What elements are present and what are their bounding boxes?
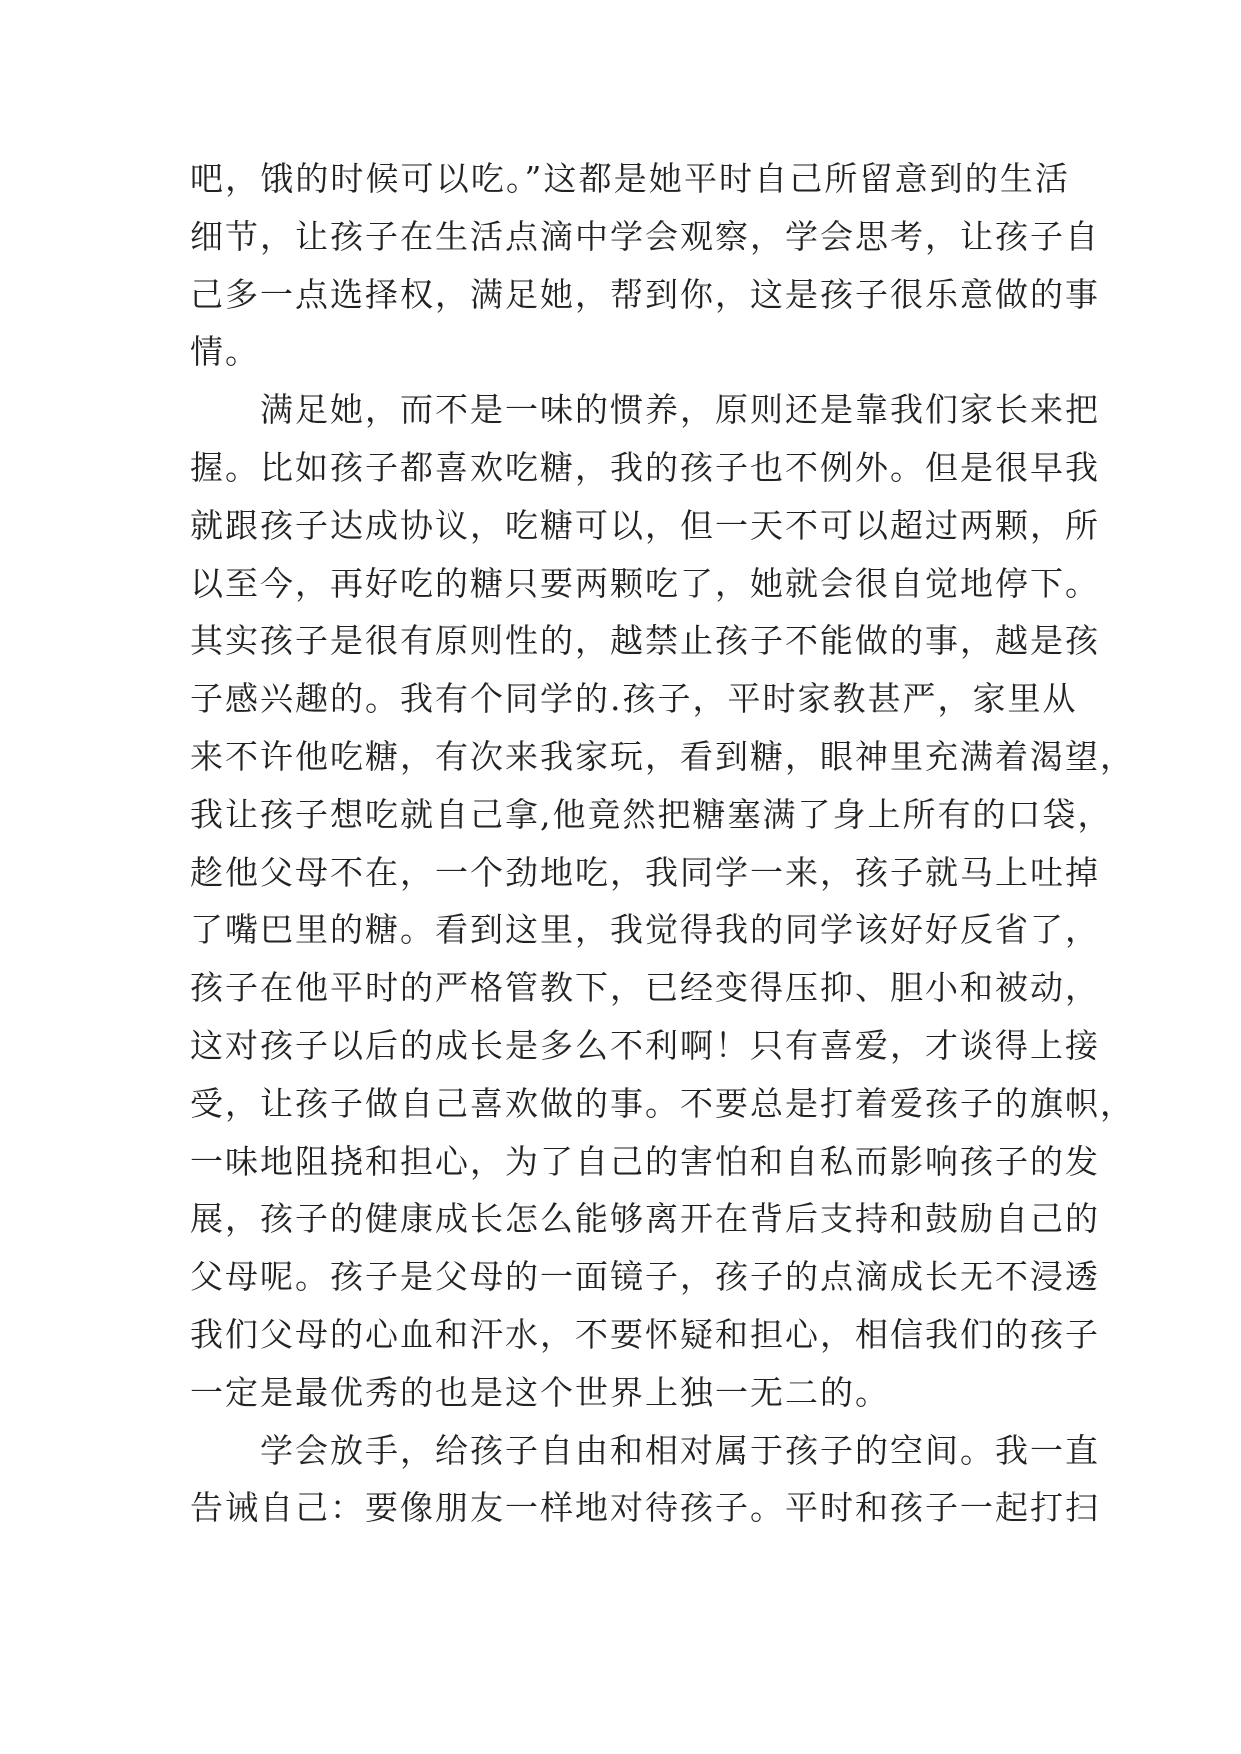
text-line: 孩子在他平时的严格管教下，已经变得压抑、胆小和被动， bbox=[190, 968, 1100, 1008]
text-line: 这对孩子以后的成长是多么不利啊！只有喜爱，才谈得上接 bbox=[190, 1025, 1100, 1065]
text-line: 告诫自己：要像朋友一样地对待孩子。平时和孩子一起打扫 bbox=[190, 1488, 1100, 1528]
text-line: 握。比如孩子都喜欢吃糖，我的孩子也不例外。但是很早我 bbox=[190, 447, 1100, 487]
text-line: 受，让孩子做自己喜欢做的事。不要总是打着爱孩子的旗帜， bbox=[190, 1083, 1135, 1123]
text-line: 来不许他吃糖，有次来我家玩，看到糖，眼神里充满着渴望， bbox=[190, 736, 1135, 776]
text-line: 父母呢。孩子是父母的一面镜子，孩子的点滴成长无不浸透 bbox=[190, 1257, 1100, 1297]
text-line: 我们父母的心血和汗水，不要怀疑和担心，相信我们的孩子 bbox=[190, 1314, 1100, 1354]
text-line: 了嘴巴里的糖。看到这里，我觉得我的同学该好好反省了， bbox=[190, 910, 1100, 950]
text-line: 一味地阻挠和担心，为了自己的害怕和自私而影响孩子的发 bbox=[190, 1141, 1100, 1181]
text-line: 情。 bbox=[190, 332, 260, 372]
text-line: 趁他父母不在，一个劲地吃，我同学一来，孩子就马上吐掉 bbox=[190, 852, 1100, 892]
text-line: 一定是最优秀的也是这个世界上独一无二的。 bbox=[190, 1372, 890, 1412]
text-line: 吧，饿的时候可以吃。”这都是她平时自己所留意到的生活 bbox=[190, 159, 1070, 198]
text-line: 以至今，再好吃的糖只要两颗吃了，她就会很自觉地停下。 bbox=[190, 563, 1100, 603]
text-line: 其实孩子是很有原则性的，越禁止孩子不能做的事，越是孩 bbox=[190, 621, 1100, 661]
text-line: 展，孩子的健康成长怎么能够离开在背后支持和鼓励自己的 bbox=[190, 1199, 1100, 1239]
text-line: 学会放手，给孩子自由和相对属于孩子的空间。我一直 bbox=[190, 1430, 1100, 1470]
text-line: 己多一点选择权，满足她，帮到你，这是孩子很乐意做的事 bbox=[190, 274, 1100, 314]
text-line: 满足她，而不是一味的惯养，原则还是靠我们家长来把 bbox=[190, 390, 1100, 430]
document-body bbox=[190, 150, 1135, 1537]
text-line: 我让孩子想吃就自己拿,他竟然把糖塞满了身上所有的口袋， bbox=[190, 794, 1113, 834]
text-line: 细节，让孩子在生活点滴中学会观察，学会思考，让孩子自 bbox=[190, 216, 1100, 256]
text-line: 子感兴趣的。我有个同学的.孩子，平时家教甚严，家里从 bbox=[190, 679, 1078, 719]
text-line: 就跟孩子达成协议，吃糖可以，但一天不可以超过两颗，所 bbox=[190, 505, 1100, 545]
